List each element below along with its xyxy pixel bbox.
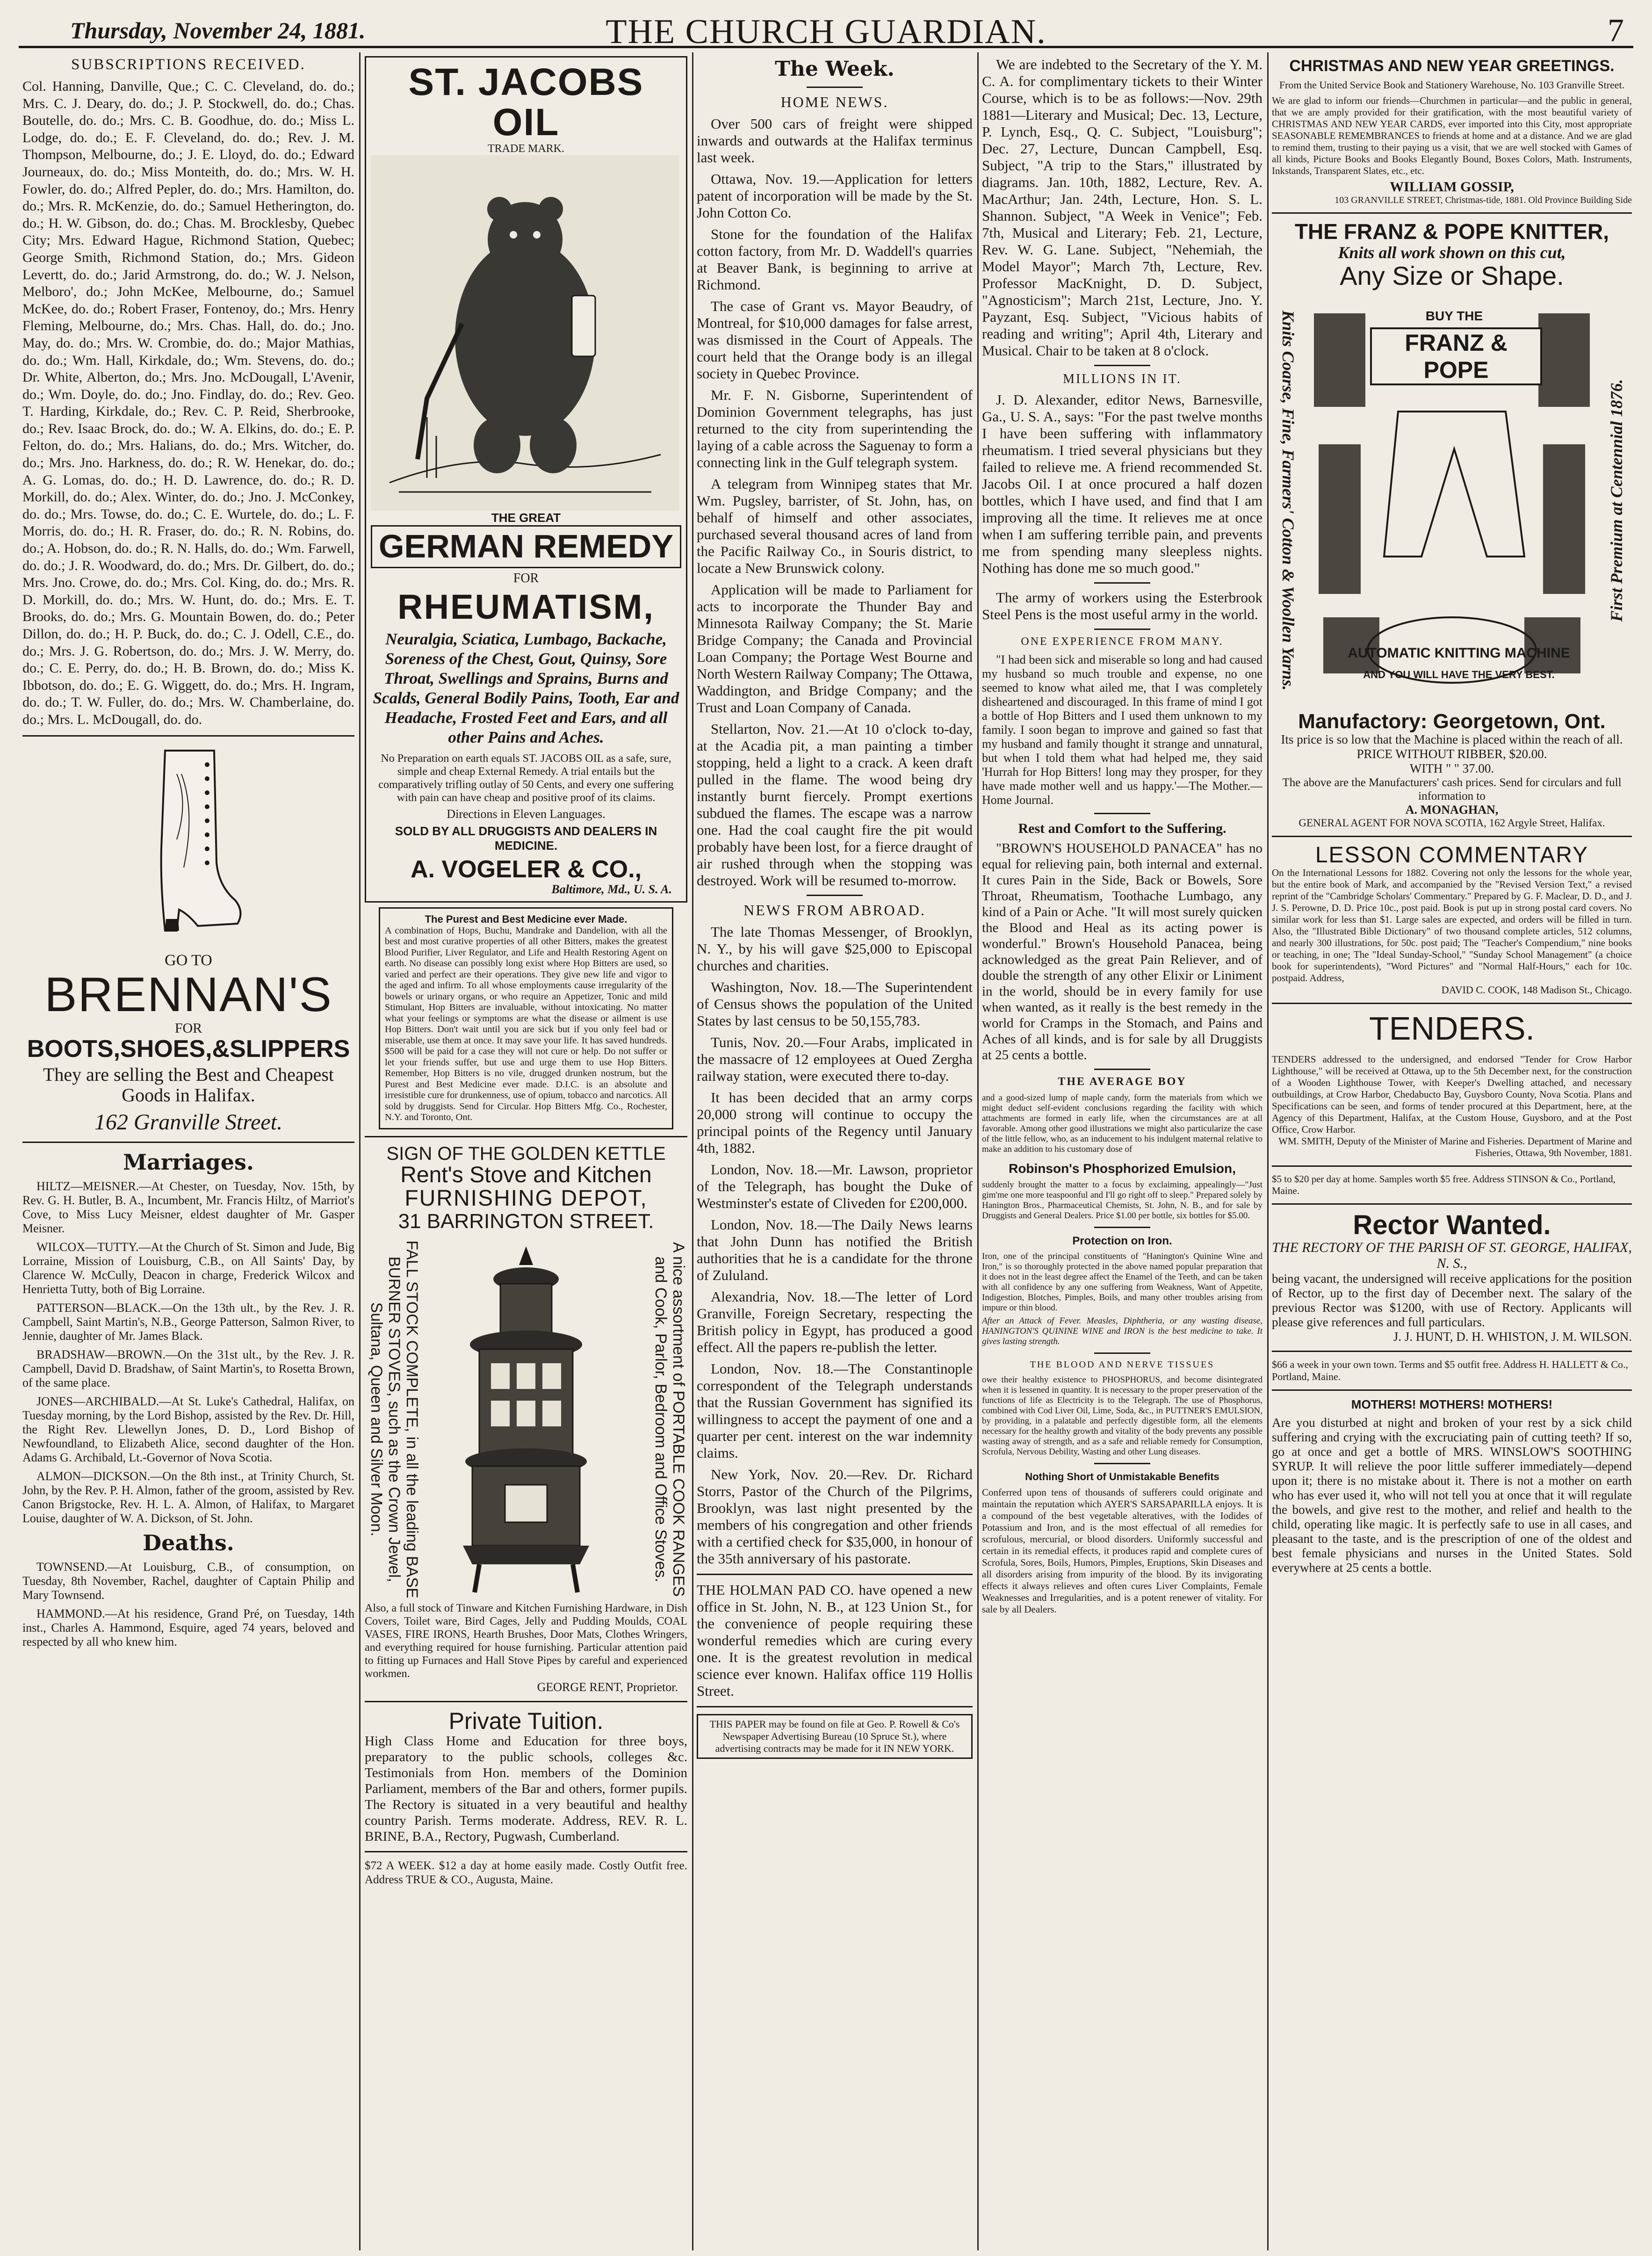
marriage-notice: WILCOX—TUTTY.—At the Church of St. Simon and Jude, Big Lorraine, Mission of Louisburg, C.B., on All Saints' Day, by Clarence W. McCully, Deacon in charge, Frederick Wilcox and Henrietta Tutty, both of Big Lorraine. [22, 1240, 354, 1296]
deaths-list [22, 1560, 354, 1649]
stinson-ad: $5 to $20 per day at home. Samples worth $5 free. Address STINSON & Co., Portland, Maine. [1272, 1173, 1616, 1196]
the-great-label: THE GREAT [491, 511, 561, 525]
stove-illustration [435, 1237, 617, 1602]
directions-note: Directions in Eleven Languages. [447, 807, 606, 821]
news-item: London, Nov. 18.—Mr. Lawson, proprietor of the Telegraph, has bought the Duke of Westminster's estate of Cliveden for £200,000. [697, 1161, 973, 1211]
dash-divider [1094, 1227, 1150, 1228]
german-remedy-title: GERMAN REMEDY [371, 525, 681, 568]
knitter-illustration-block [1272, 290, 1632, 711]
bear-illustration [371, 155, 679, 511]
kettle-depot: FURNISHING DEPOT, [404, 1186, 648, 1211]
jacobs-oil-title: ST. JACOBS OIL [408, 61, 644, 144]
divider [22, 1142, 354, 1143]
news-item: The case of Grant vs. Mayor Beaudry, of Montreal, for $10,000 damages for false arrest, was dismissed in the Court of Appeals. The court held that the Orange body is an illegal society in Quebec Province. [697, 298, 973, 382]
brennan-for: FOR [174, 1020, 202, 1036]
mothers-text: Are you disturbed at night and broken of your rest by a sick child suffering and crying with the excruciating pain of cutting teeth? If so, go at once and get a bottle of MRS. WINSLOW'S SOOTHING SYRUP. It will relieve the poor little sufferer immediately—depend upon it; there is no mistake about it. There is not a mother on earth who has ever used it, who will not tell you at once that it will regulate the bowels, and give rest to the mother, and relief and health to the child, operating like magic. It is perfectly safe to use in all cases, and pleasant to the taste, and is the prescription of one of the oldest and best female physicians and nurses in the United States. Sold everywhere at 25 cents a bottle. [1272, 1415, 1632, 1575]
subscriptions-heading: SUBSCRIPTIONS RECEIVED. [71, 56, 306, 73]
esterbrook-paragraph: The army of workers using the Esterbrook Steel Pens is the most useful army in the world. [982, 589, 1262, 622]
brennan-ad [22, 746, 354, 1135]
for-label: FOR [513, 571, 539, 586]
ranges-vertical-text: A nice assortment of PORTABLE COOK RANGES and Cook, Parlor, Bedroom and Office Stoves. [652, 1242, 687, 1597]
ymca-paragraph: We are indebted to the Secretary of the Y. M. C. A. for complimentary tickets to their Winter Course, which is to be as follows:—Nov. 29th 1881—Literary and Musical; Dec. 13, Lecture, P. Lynch, Esq., Q. C. Subject, "Louisburg"; Dec. 27, Lecture, Duncan Campbell, Esq. Subject, "A trip to the Stars," illustrated by diagrams. Jan. 10th, 1882, Lecture, Rev. A. MacArthur; Jan. 24th, Lecture, Hon. S. L. Shannon. Subject, "A Week in Venice"; Feb. 7th, Musical and Literary; Feb. 21, Lecture, Rev. W. G. Lane. Subject, "Nehemiah, the Model Mayor"; March 7th, Lecture, Rev. Professor MacKnight, D. D. Subject, "Agnosticism"; March 21st, Lecture, Jno. Y. Payzant, Esq. Subject, "Vicious habits of reading and writing"; April 4th, Literary and Musical. Chair to be taken at 8 o'clock. [982, 56, 1262, 359]
iron-text: Iron, one of the principal constituents of "Hanington's Quinine Wine and Iron," is so thoroughly protected in the above named popular preparation that it does not in the least degree affect the Enamel of the Teeth, and can be taken with all confidence by any one suffering from Weakness, Want of Appetite, Indigestion, Blotches, Pimples, Boils, and many other troubles arising from impure or thin blood. [982, 1251, 1262, 1313]
dash-divider [1094, 813, 1150, 814]
mothers-heading: MOTHERS! MOTHERS! MOTHERS! [1351, 1397, 1553, 1411]
very-best-label: AND YOU WILL HAVE THE VERY BEST. [1363, 668, 1555, 680]
news-item: London, Nov. 18.—The Daily News learns that John Dunn has notified the British authorities that he is a candidate for the throne of Zululand. [697, 1216, 973, 1283]
vogeler-company: A. VOGELER & CO., [410, 856, 642, 883]
rest-comfort-heading: Rest and Comfort to the Suffering. [1018, 821, 1226, 836]
dash-divider [1094, 1069, 1150, 1070]
lesson-text: On the International Lessons for 1882. Covering not only the lessons for the whole year, but the entire book of Mark, and accompanied by the "Revised Version Text," a revised reprint of the "Cambridge Scholars' Commentary." Prepared by G. F. Maclear, D. D., and J. J. S. Perowne, D. D. Price 10c., post paid. Book is put up in strong postal card covers. No similar work for less than $1. Large sales are expected, and orders will be filled in turn. Also, the "Illustrated Bible Dictionary" of two thousand complete articles, 512 columns, and nearly 300 illustrations, for 50c. post paid; The "Teacher's Compendium," nine books or teaching, in one; The "Ideal Sunday-School," "Sunday School Management" (a choice book for superintendents), "Word Pictures" and "Normal Half-Hours," each for 10c. postpaid. Address, [1272, 867, 1632, 984]
monaghan-address: GENERAL AGENT FOR NOVA SCOTIA, 162 Argyle Street, Halifax. [1299, 817, 1605, 829]
stock-vertical-panel [365, 1237, 421, 1602]
brennan-go-to: GO TO [165, 951, 212, 969]
franz-more-info: The above are the Manufacturers' cash prices. Send for circulars and full information to [1282, 776, 1622, 803]
hop-bitters-ad [379, 907, 673, 1129]
news-item: New York, Nov. 20.—Rev. Dr. Richard Storrs, Pastor of the Church of the Pilgrims, Brooklyn, was last night presented by the members of his congregation and other friends with a certified check for $35,000, in honour of the 35th anniversary of his pastorate. [697, 1466, 973, 1567]
price-with-ribber: WITH " " 37.00. [1409, 761, 1494, 775]
franz-pope-ad [1272, 220, 1632, 829]
millions-heading: MILLIONS IN IT. [1063, 372, 1182, 386]
experience-paragraph: "I had been sick and miserable so long and had caused my husband so much trouble and expense, no one seemed to know what ailed me, that I was completely disheartened and discouraged. In this frame of mind I got a bottle of Hop Bitters and I used them unknown to my family. I soon began to improve and gained so fast that my husband and family thought it strange and unnatural, but when I told them what had helped me, they said 'Hurrah for Hop Bitters! long may they prosper, for they have made mother well and us happy.'—The Mother.—Home Journal. [982, 653, 1262, 807]
dash-divider [1094, 365, 1150, 366]
dash-divider [1094, 1463, 1150, 1464]
news-item: Over 500 cars of freight were shipped inwards and outwards at the Halifax terminus last week. [697, 116, 973, 166]
deaths-heading: Deaths. [143, 1530, 234, 1556]
premium-vertical-panel [1607, 290, 1631, 711]
news-item: The late Thomas Messenger, of Brooklyn, N. Y., by his will gave $25,000 to Episcopal churches and charities. [697, 924, 973, 974]
brennan-address: 162 Granville Street. [94, 1110, 283, 1135]
news-item: Ottawa, Nov. 19.—Application for letters patent of incorporation will be made by the St. John Cotton Co. [697, 171, 973, 221]
news-item: Stone for the foundation of the Halifax cotton factory, from Mr. D. Waddell's quarries at Beaver Bank, is beginning to arrive at Richmond. [697, 226, 973, 293]
ranges-vertical-panel [631, 1237, 687, 1602]
average-boy-text: and a good-sized lump of maple candy, form the materials from which we might deduct self-evident conclusions regarding the facility with which attachments are formed in early life, when the circumstances are at all favorable. Among other good illustrations we might also particularize the case of the little fellow, who, as an inducement to his indulgent maternal relative to make an addition to his customary dose of [982, 1093, 1262, 1154]
yarns-vertical-panel [1272, 290, 1298, 711]
dash-divider [1094, 1352, 1150, 1354]
rector-text: being vacant, the undersigned will receive applications for the position of Rector, up to the first day of December next. The salary of the previous Rector was $1200, with use of Rectory. Applicants will please give references and full particulars. [1272, 1271, 1632, 1329]
stove-block [365, 1237, 687, 1602]
buy-the-label: BUY THE [1425, 308, 1483, 323]
millions-text [982, 391, 1262, 577]
benefits-text: Conferred upon tens of thousands of sufferers could originate and maintain the reputation which AYER'S SARSAPARILLA enjoys. It is a compound of the best vegetable alteratives, with the Iodides of Potassium and Iron, and is the most effectual of all remedies for scrofulous, mercurial, or blood disorders. Uniformly successful and certain in its remedial effects, it produces rapid and complete cures of Scrofula, Sores, Boils, Humors, Pimples, Eruptions, Skin Diseases and all disorders arising from impurity of the blood. By its invigorating effects it always relieves and often cures Liver Complaints, Female Weaknesses and Irregularities, and is a potent renewer of vitality. For sale by all Dealers. [982, 1487, 1262, 1615]
dash-divider [807, 87, 863, 88]
ymca-notice [982, 56, 1262, 359]
divider [1272, 212, 1632, 214]
greetings-heading: CHRISTMAS AND NEW YEAR GREETINGS. [1289, 57, 1615, 75]
rest-comfort-paragraph: "BROWN'S HOUSEHOLD PANACEA" has no equal for relieving pain, both internal and external. It cures Pain in the Side, Back or Bowels, Sore Throat, Rheumatism, Toothache Lumbago, any kind of a Pain or Ache. "It will most surely quicken the Blood and Heal as its acting power is wonderful." Brown's Household Panacea, being acknowledged as the great Pain Reliever, and of double the strength of any other Elixir or Liniment in the world, should be in every family for use when wanted, as it really is the best remedy in the world for Cramps in the Stomach, and Pains and Aches of all kinds, and is for sale by all Druggists at 25 cents a bottle. [982, 841, 1262, 1063]
rheumatism-title: RHEUMATISM, [397, 587, 655, 626]
marriage-notice: JONES—ARCHIBALD.—At St. Luke's Cathedral, Halifax, on Tuesday morning, by the Lord Bishop, assisted by the Rev. Dr. Hill, the Right Rev. Llewellyn Jones, D. D., Lord Bishop of Newfoundland, to Elizabeth Alice, second daughter of the Hon. Adams G. Archibald, Lt.-Governor of Nova Scotia. [22, 1395, 354, 1465]
greetings-subheading: From the United Service Book and Stationery Warehouse, No. 103 Granville Street. [1279, 79, 1625, 91]
yarns-vertical-text: Knits Coarse, Fine, Farmers' Cotton & Woollen Yarns. [1279, 310, 1298, 691]
marriage-notice: ALMON—DICKSON.—On the 8th inst., at Trinity Church, St. John, by the Rev. P. H. Almon, father of the groom, assisted by Rev. Canon Brigstocke, Rev. H. L. A. Almon, of Halifax, to Margaret Louise, daughter of W. A. Dickson, of St. John. [22, 1469, 354, 1526]
experience-text [982, 653, 1262, 807]
price-without-ribber: PRICE WITHOUT RIBBER, $20.00. [1356, 746, 1547, 761]
st-jacobs-oil-ad [365, 56, 687, 903]
masthead-rule [19, 46, 1633, 48]
home-news-body [697, 116, 973, 889]
tenders-text: TENDERS addressed to the undersigned, and endorsed "Tender for Crow Harbor Lighthouse," will be received at Ottawa, up to the 5th December next, for the construction of a Wooden Lighthouse Tower, with Keeper's Dwelling attached, and necessary outbuildings, at Crow Harbor, Chedabucto Bay, Guysboro County, Nova Scotia. Plans and Specifications can be seen, and forms of tender procured at this Department, here, at the Agency of this Department, Halifax, at the Custom House, Guysboro, and at the Post Office, Crow Harbor. [1272, 1053, 1632, 1135]
experience-heading: ONE EXPERIENCE FROM MANY. [1021, 636, 1224, 648]
franz-size-line: Any Size or Shape. [1340, 260, 1564, 290]
true-co-ad: $72 A WEEK. $12 a day at home easily made. Costly Outfit free. Address TRUE & CO., Augusta, Maine. [365, 1859, 687, 1887]
news-abroad-heading: NEWS FROM ABROAD. [743, 902, 926, 918]
manufactory-line: Manufactory: Georgetown, Ont. [1298, 709, 1606, 733]
divider [697, 1706, 973, 1707]
news-abroad-body [697, 924, 973, 1567]
lesson-signature: DAVID C. COOK, 148 Madison St., Chicago. [1441, 984, 1632, 996]
masthead [19, 4, 1633, 51]
kettle-store-name: Rent's Stove and Kitchen [400, 1162, 652, 1187]
divider [1272, 1165, 1632, 1167]
nerve-text: owe their healthy existence to PHOSPHORUS, and become disintegrated when it is lessened in quantity. It is necessary to the proper preservation of the functions of life as Electricity is to the Telegraph. The use of Phosphorus, combined with Cod Liver Oil, Lime, Soda, &c., in PUTTNER'S EMULSION, by providing, in a palatable and perfectly digestible form, all the elements necessary for the healthy growth and vitality of the body prevents any possible wasting away of strength, and as a safe and reliable remedy for Consumption, Scrofula, Nervous Debility, Wasting and other Lung diseases. [982, 1375, 1262, 1457]
lesson-heading: LESSON COMMENTARY [1315, 842, 1589, 868]
death-notice: TOWNSEND.—At Louisburg, C.B., of consumption, on Tuesday, 8th November, Rachel, daughter of Captain Philip and Mary Townsend. [22, 1560, 354, 1602]
dash-divider [807, 895, 863, 896]
fever-text: After an Attack of Fever. Measles, Diphtheria, or any wasting disease, HANINGTON'S QUININE WINE and IRON is the best medicine to take. It gives lasting strength. [982, 1316, 1262, 1346]
sold-by-note: SOLD BY ALL DRUGGISTS AND DEALERS IN MEDICINE. [395, 824, 657, 853]
marriages-heading: Marriages. [123, 1150, 254, 1175]
greetings-text: We are glad to inform our friends—Churchmen in particular—and the public in general, that we are amply provided for their gratification, with the most beautiful variety of CHRISTMAS AND NEW YEAR CARDS, ever imported into this City, most appropriate SEASONABLE REMEMBRANCES to friends at home and at a distance. And we are glad to remind them, trusting to their paying us a visit, that we are well stocked with Games of all kinds, Picture Books and Books Elegantly Bound, Boxes Colors, Math. Instruments, Inkstands, Transparent Slates, etc., etc. [1272, 95, 1632, 176]
robinson-heading: Robinson's Phosphorized Emulsion, [1009, 1161, 1236, 1176]
column-3 [697, 52, 973, 1763]
kettle-proprietor: GEORGE RENT, Proprietor. [537, 1680, 678, 1694]
news-item: London, Nov. 18.—The Constantinople correspondent of the Telegraph understands that the Russian Government has signified its willingness to accept the payment of one and a quarter per cent. interest on the war indemnity claims. [697, 1360, 973, 1461]
robinson-text: suddenly brought the matter to a focus by exclaiming, appealingly—"Just gim'me one more teaspoonful and I'll go right off to sleep." Prepared solely by Hanington Bros., Pharmaceutical Chemists, St. John, N. B., and for sale by Druggists and General Dealers. Price $1.00 per bottle, six bottles for $5.00. [982, 1180, 1262, 1221]
column-rule [359, 52, 361, 2250]
issue-date: Thursday, November 24, 1881. [70, 17, 366, 43]
franz-logo: FRANZ & POPE [1370, 327, 1542, 385]
home-news-heading: HOME NEWS. [780, 94, 889, 110]
franz-price-note: Its price is so low that the Machine is placed within the reach of all. [1281, 732, 1623, 746]
kettle-stock-text: Also, a full stock of Tinware and Kitchen Furnishing Hardware, in Dish Covers, Toilet ware, Bird Cages, Jelly and Pudding Moulds, COAL VASES, FIRE IRONS, Hearth Brushes, Door Mats, Clothes Wringers, and everything required for house furnishing. Particular attention paid to fitting up Furnaces and Hall Stove Pipes by careful and experienced workmen. [365, 1602, 687, 1680]
jacobs-oil-claim: No Preparation on earth equals ST. JACOBS OIL as a safe, sure, simple and cheap External Remedy. A trial entails but the comparatively trifling outlay of 50 Cents, and every one suffering with pain can have cheap and positive proof of its claims. [378, 752, 674, 804]
subscriptions-list: Col. Hanning, Danville, Que.; C. C. Cleveland, do. do.; Mrs. C. J. Deary, do. do.; J. P. Stockwell, do. do.; Chas. Boutelle, do. do.; Mrs. C. B. Goodhue, do. do.; Miss L. Lodge, do. do.; E. F. Cleveland, do. do.; Rev. J. M. Thompson, Melbourne, do.; J. E. Lloyd, do. do.; Edward Journeaux, do. do.; Miss Monteith, do. do.; Mrs. W. H. Fowler, do. do.; Alfred Pepler, do. do.; Mrs. Hamilton, do. do.; Mrs. R. McKenzie, do. do.; Samuel Hetherington, do. do.; H. W. Gibson, do. do.; Chas. M. Brocklesby, Quebec City; Mrs. Edward Hague, Richmond Station, Quebec; George Smith, Richmond Station, do.; Mrs. Gideon Levertt, do. do.; Jarid Armstrong, do. do.; W. J. Nelson, Melboro', do.; John McKee, Melbourne, do.; Samuel McKee, do. do.; Robert Fraser, Fontenoy, do.; Mrs. Henry Fleming, Melbourne, do.; Mrs. Chas. Hall, do. do.; Jno. May, do. do.; Mrs. W. Crombie, do. do.; Major Mathias, do. do.; Wm. Hall, Kirkdale, do.; Wm. Stevens, do. do.; Dr. White, Alberton, do.; Mrs. Jno. McDougall, L'Avenir, do.; Wm. Doyle, do. do.; Jno. Findlay, do. do.; Rev. Geo. T. Harding, Kirkdale, do.; Rev. C. P. Reid, Sherbrooke, do.; Rev. Isaac Brock, do. do.; W. A. Elkins, do. do.; E. P. Felton, do. do.; Mrs. Halians, do. do.; Mrs. Witcher, do. do.; Mrs. Jno. Harkness, do. do.; R. W. Henekar, do. do.; A. G. Lomas, do. do.; H. D. Lawrence, do. do.; R. D. Morkill, do. do.; Alex. Winter, do. do.; Jno. J. McConkey, do. do.; Mrs. Towse, do. do.; C. E. Wurtele, do. do.; L. F. Morris, do. do.; H. R. Fraser, do. do.; R. N. Robins, do. do.; A. Hobson, do. do.; R. N. Halls, do. do.; Wm. Farwell, do. do.; J. R. Woodward, do. do.; Mrs. Dr. Gilbert, do. do.; Mrs. Jno. Crowe, do. do.; Mrs. Col. King, do. do.; Mrs. R. D. Morkill, do. do.; Mrs. W. Hunt, do. do.; Mrs. E. T. Brooks, do. do.; Mrs. G. Mountain Bowen, do. do.; Peter Dillon, do. do.; H. P. Buck, do. do.; C. J. Odell, C.E., do. do.; Mrs. J. G. Robertson, do. do.; Mrs. J. W. Merry, do. do.; C. E. Perry, do. do.; H. B. Brown, do. do.; Miss K. Ibbotson, do. do.; E. G. Wiggett, do. do.; Mrs. H. Ingram, do. do.; T. W. Fuller, do. do.; Mrs. W. Chamberlaine, do. do.; Mrs. L. McDougall, do. do. [22, 79, 354, 727]
column-rule [977, 52, 979, 2250]
hop-bitters-text: A combination of Hops, Buchu, Mandrake and Dandelion, with all the best and most curative properties of all other Bitters, makes the greatest Blood Purifier, Liver Regulator, and Life and Health Restoring Agent on earth. No disease can possibly long exist where Hop Bitters are used, so varied and perfect are their operations. They give new life and vigor to the aged and infirm. To all whose employments cause irregularity of the bowels or urinary organs, or who require an Appetizer, Tonic and mild Stimulant, Hop Bitters are invaluable, without intoxicating. No matter what your feelings or symptoms are what the disease or ailment is use Hop Bitters. Don't wait until you are sick but if you only feel bad or miserable, use them at once. It may save your life. It has saved hundreds. $500 will be paid for a case they will not cure or help. Do not suffer or let your friends suffer, but use and urge them to use Hop Bitters. Remember, Hop Bitters is no vile, drugged drunken nostrum, but the Purest and Best Medicine ever made. D.I.C. is an absolute and irresistible cure for drunkenness, use of opium, tobacco and narcotics. All sold by druggists. Send for Circular. Hop Bitters Mfg. Co., Rochester, N.Y. and Toronto, Ont. [385, 925, 668, 1123]
iron-heading: Protection on Iron. [1072, 1235, 1172, 1247]
dash-divider [1094, 582, 1150, 584]
gossip-name: WILLIAM GOSSIP, [1390, 179, 1514, 195]
millions-paragraph: J. D. Alexander, editor News, Barnesville, Ga., U. S. A., says: "For the past twelve months I have been suffering with inflammatory rheumatism. I tried several physicians but they failed to relieve me. A friend recommended St. Jacobs Oil. I at once procured a half dozen bottles, which I have used, and find that I am improving all the time. It relieves me at once when I am suffering terrible pain, and prevents me from spending many sleepless nights. Nothing has done me so much good." [982, 391, 1262, 576]
news-item: Mr. F. N. Gisborne, Superintendent of Dominion Government telegraphs, has just returned to the city from superintending the laying of a cable across the Saguenay to form a connecting link in the Gulf telegraph system. [697, 387, 973, 470]
tuition-heading: Private Tuition. [448, 1707, 604, 1734]
hop-bitters-heading: The Purest and Best Medicine ever Made. [425, 913, 628, 925]
rector-subheading: THE RECTORY OF THE PARISH OF ST. GEORGE, HALIFAX, N. S., [1272, 1239, 1632, 1271]
divider [1272, 1389, 1632, 1391]
column-4 [982, 52, 1262, 1615]
boot-illustration [132, 746, 245, 942]
column-1 [22, 52, 354, 1654]
monaghan-name: A. MONAGHAN, [1405, 803, 1499, 817]
tenders-signature: WM. SMITH, Deputy of the Minister of Marine and Fisheries. Department of Marine and Fisheries, Ottawa, 9th November, 1881. [1278, 1135, 1632, 1158]
nerve-heading: THE BLOOD AND NERVE TISSUES [1030, 1359, 1215, 1370]
trade-mark-label: TRADE MARK. [487, 143, 564, 155]
brennan-goods: BOOTS,SHOES,&SLIPPERS [27, 1035, 350, 1063]
death-notice: HAMMOND.—At his residence, Grand Pré, on Tuesday, 14th inst., Charles A. Hammond, Esquire, aged 74 years, beloved and respected by all who knew him. [22, 1607, 354, 1649]
marriage-notice: BRADSHAW—BROWN.—On the 31st ult., by the Rev. J. R. Campbell, David D. Bradshaw, of Saint Martin's, to Rosetta Brown, of the same place. [22, 1348, 354, 1390]
column-rule [692, 52, 693, 2250]
brennan-name: BRENNAN'S [44, 967, 332, 1022]
franz-subheading: Knits all work shown on this cut, [1338, 243, 1566, 262]
ailments-list: Neuralgia, Sciatica, Lumbago, Backache, Soreness of the Chest, Gout, Quinsy, Sore Throat, Swellings and Sprains, Burns and Scalds, General Bodily Pains, Tooth, Ear and Headache, Frosted Feet and Ears, and all other Pains and Aches. [373, 630, 679, 747]
golden-kettle-ad [365, 1144, 687, 1694]
vogeler-location: Baltimore, Md., U. S. A. [551, 882, 672, 896]
marriage-notice: PATTERSON—BLACK.—On the 13th ult., by the Rev. J. R. Campbell, Saint Martin's, N.B., George Patterson, Salmon River, to Jennie, daughter of Mr. James Black. [22, 1301, 354, 1343]
rowell-notice: THIS PAPER may be found on file at Geo. P. Rowell & Co's Newspaper Advertising Bureau (10 Spruce St.), where advertising contracts may be made for it IN NEW YORK. [697, 1714, 973, 1759]
divider [22, 735, 354, 737]
the-week-heading: The Week. [775, 57, 895, 81]
column-rule [1267, 52, 1269, 2250]
divider [1272, 1003, 1632, 1004]
news-item: Application will be made to Parliament for acts to incorporate the Thunder Bay and Minnesota Railway Company; the St. Marie Bridge Company; the Canada and Provincial Loan Company; the Portage West Bourne and North Western Railway Company; The Ottawa, Waddington, and Bridge Company; and the Trust and Loan Company of Canada. [697, 581, 973, 716]
tenders-heading: TENDERS. [1369, 1010, 1535, 1047]
hallett-ad: $66 a week in your own town. Terms and $5 outfit free. Address H. HALLETT & Co., Portland, Maine. [1272, 1358, 1629, 1382]
marriages-list [22, 1179, 354, 1526]
brennan-tagline: They are selling the Best and Cheapest Goods in Halifax. [43, 1064, 334, 1106]
column-5 [1272, 52, 1632, 1575]
divider [365, 1701, 687, 1702]
news-item: Stellarton, Nov. 21.—At 10 o'clock to-day, at the Acadia pit, a man painting a timber stopping, held a light to a crack. A keen draft pulled in the flame. The wood being dry instantly burnt fiercely. Prompt exertions subdued the flames. The escape was a narrow one. Had the coal caught fire the pit would probably have been lost, for a fierce draught of air rushed through when the stopping was destroyed. Work will be resumed to-morrow. [697, 721, 973, 889]
franz-heading: THE FRANZ & POPE KNITTER, [1294, 219, 1609, 244]
divider [365, 1851, 687, 1852]
tuition-text: High Class Home and Education for three boys, preparatory to the public schools, colleges &c. Testimonials from Hon. members of the Dominion Parliament, members of the Bar and others, former pupils. The Rectory is situated in a very beautiful and healthy country Parish. Terms moderate. Address, REV. R. L. BRINE, B.A., Rectory, Pugwash, Cumberland. [365, 1734, 687, 1844]
news-item: A telegram from Winnipeg states that Mr. Wm. Pugsley, barrister, of St. John, has, on behalf of himself and other associates, purchased several thousand acres of land from the Pacific Railway Co., in Souris district, to locate a New Brunswick colony. [697, 476, 973, 576]
kettle-address: 31 BARRINGTON STREET. [398, 1209, 654, 1233]
column-2 [365, 52, 687, 1887]
automatic-label: AUTOMATIC KNITTING MACHINE [1348, 645, 1570, 661]
rest-comfort-text [982, 840, 1262, 1063]
premium-vertical-text: First Premium at Centennial 1876. [1607, 379, 1626, 622]
rector-heading: Rector Wanted. [1353, 1209, 1551, 1240]
esterbrook-notice [982, 589, 1262, 623]
kettle-sign: SIGN OF THE GOLDEN KETTLE [386, 1143, 666, 1164]
average-boy-heading: THE AVERAGE BOY [1058, 1076, 1187, 1088]
divider [1272, 836, 1632, 837]
gossip-address: 103 GRANVILLE STREET, Christmas-tide, 1881. Old Province Building Side [1335, 195, 1632, 205]
benefits-heading: Nothing Short of Unmistakable Benefits [1025, 1471, 1219, 1482]
news-item: It has been decided that an army corps 20,000 strong will continue to occupy the principal points of the Regency until January 4th, 1882. [697, 1089, 973, 1156]
holman-pad-notice: THE HOLMAN PAD CO. have opened a new office in St. John, N. B., at 123 Union St., for the convenience of people requiring these wonderful remedies which are curing every one. It is the greatest revolution in medical science ever known. Halifax office 119 Hollis Street. [697, 1582, 973, 1699]
marriage-notice: HILTZ—MEISNER.—At Chester, on Tuesday, Nov. 15th, by Rev. G. H. Butler, B. A., Incumbent, Mr. Francis Hiltz, of Marriot's Cove, to Miss Lucy Meisner, eldest daughter of Mr. Gasper Meisner. [22, 1179, 354, 1236]
news-item: Washington, Nov. 18.—The Superintendent of Census shows the population of the United States by last census to be 50,155,783. [697, 979, 973, 1029]
private-tuition-ad [365, 1709, 687, 1845]
rector-signature: J. J. HUNT, D. H. WHISTON, J. M. WILSON. [1393, 1329, 1632, 1344]
dash-divider [1094, 629, 1150, 630]
news-item: Alexandria, Nov. 18.—The letter of Lord Granville, Foreign Secretary, respecting the British policy in Egypt, has produced a good effect. All the papers re-publish the letter. [697, 1288, 973, 1355]
news-item: Tunis, Nov. 20.—Four Arabs, implicated in the massacre of 12 employees at Oued Zergha railway station, were executed there to-day. [697, 1034, 973, 1084]
divider [1272, 1351, 1632, 1352]
divider [1272, 1203, 1632, 1205]
divider [365, 1136, 687, 1137]
page-number: 7 [1608, 13, 1624, 49]
stock-vertical-text: FALL STOCK COMPLETE, in all the leading BASE BURNER STOVES, such as the Crown Jewel, Sultana, Queen and Silver Moon. [368, 1240, 421, 1598]
divider [697, 1574, 973, 1575]
newspaper-title: THE CHURCH GUARDIAN. [606, 13, 1046, 51]
